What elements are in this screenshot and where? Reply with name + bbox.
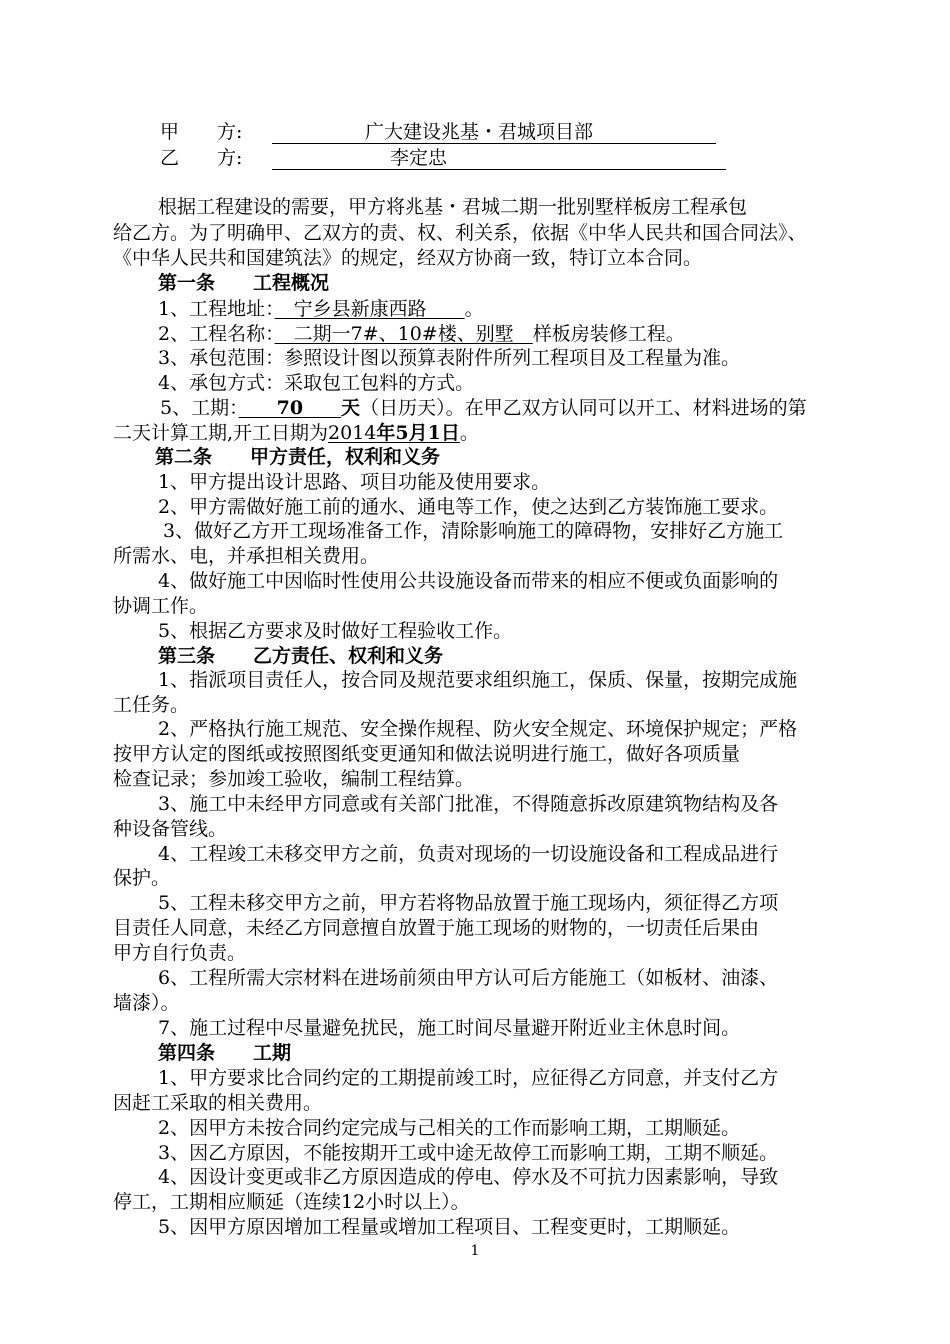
article-4-line: 4、因设计变更或非乙方原因造成的停电、停水及不可抗力因素影响，导致 <box>158 1166 779 1188</box>
article-1-address <box>158 297 950 321</box>
article-3-line: 2、严格执行施工规范、安全操作规程、防火安全规定、环境保护规定；严格 <box>158 718 798 740</box>
article-3-line: 工任务。 <box>113 694 190 716</box>
party-b-underline <box>272 169 726 170</box>
article-1-period <box>160 396 950 420</box>
party-a-value: 广大建设兆基・君城项目部 <box>365 121 594 143</box>
page-number: 1 <box>470 1243 480 1259</box>
period-label: 5、工期： <box>160 397 239 419</box>
start-date-year: 2014 <box>328 422 377 444</box>
article-3-line: 3、施工中未经甲方同意或有关部门批准，不得随意拆改原建筑物结构及各 <box>158 793 779 815</box>
article-3-line: 检查记录；参加竣工验收，编制工程结算。 <box>113 768 475 790</box>
article-3-line: 按甲方认定的图纸或按照图纸变更通知和做法说明进行施工，做好各项质量 <box>113 743 741 765</box>
period-rest: （日历天）。在甲乙双方认同可以开工、材料进场的第 <box>360 397 807 419</box>
intro-line-2: 给乙方。为了明确甲、乙双方的责、权、利关系，依据《中华人民共和国合同法》、 <box>113 222 807 244</box>
name-value: 二期一7#、10#楼、别墅 <box>274 323 533 345</box>
article-3-line: 1、指派项目责任人，按合同及规范要求组织施工，保质、保量，按期完成施 <box>158 669 798 691</box>
article-3-line: 甲方自行负责。 <box>113 942 247 964</box>
article-2-line: 4、做好施工中因临时性使用公共设施设备而带来的相应不便或负面影响的 <box>158 570 779 592</box>
intro-line-3: 《中华人民共和国建筑法》的规定，经双方协商一致，特订立本合同。 <box>113 247 703 269</box>
party-a-label: 甲 方: <box>160 121 243 143</box>
article-4-line: 3、因乙方原因，不能按期开工或中途无故停工而影响工期，工期不顺延。 <box>158 1142 779 1164</box>
article-3-title: 第三条 乙方责任、权利和义务 <box>158 645 444 667</box>
party-a-underline <box>272 143 716 144</box>
article-3-line: 种设备管线。 <box>113 818 228 840</box>
name-suffix: 样板房装修工程。 <box>532 323 685 345</box>
article-1-start <box>113 421 950 445</box>
article-4-line: 2、因甲方未按合同约定完成与己相关的工作而影响工期，工期顺延。 <box>158 1117 741 1139</box>
party-b-label: 乙 方: <box>160 147 243 169</box>
party-b-value: 李定忠 <box>390 147 448 169</box>
article-2-line: 3、做好乙方开工现场准备工作，清除影响施工的障碍物，安排好乙方施工 <box>163 520 784 542</box>
name-label: 2、工程名称： <box>158 323 275 345</box>
start-prefix: 二天计算工期,开工日期为 <box>113 422 329 444</box>
article-3-line: 4、工程竣工未移交甲方之前，负责对现场的一切设施设备和工程成品进行 <box>158 843 779 865</box>
article-2-line: 协调工作。 <box>113 595 209 617</box>
article-4-line: 5、因甲方原因增加工程量或增加工程项目、工程变更时，工期顺延。 <box>158 1216 741 1238</box>
article-2-line: 2、甲方需做好施工前的通水、通电等工作，使之达到乙方装饰施工要求。 <box>158 496 779 518</box>
article-2-line: 所需水、电，并承担相关费用。 <box>113 545 380 567</box>
article-3-line: 保护。 <box>113 867 171 889</box>
article-1-title: 第一条 工程概况 <box>158 272 330 294</box>
article-1-scope: 3、承包范围：参照设计图以预算表附件所列工程项目及工程量为准。 <box>158 347 741 369</box>
article-2-line: 5、根据乙方要求及时做好工程验收工作。 <box>158 620 513 642</box>
article-3-line: 7、施工过程中尽量避免扰民，施工时间尽量避开附近业主休息时间。 <box>158 1017 741 1039</box>
article-2-line: 1、甲方提出设计思路、项目功能及使用要求。 <box>158 471 551 493</box>
intro-line-1: 根据工程建设的需要，甲方将兆基・君城二期一批别墅样板房工程承包 <box>158 196 748 218</box>
period-value: 70 <box>238 397 342 419</box>
article-3-line: 6、工程所需大宗材料在进场前须由甲方认可后方能施工（如板材、油漆、 <box>158 967 779 989</box>
article-4-line: 因赶工采取的相关费用。 <box>113 1092 323 1114</box>
article-1-method: 4、承包方式：采取包工包料的方式。 <box>158 372 475 394</box>
start-date-rest: 年5月1日 <box>376 422 460 444</box>
article-2-title: 第二条 甲方责任，权利和义务 <box>155 446 441 468</box>
article-3-line: 目责任人同意，未经乙方同意擅自放置于施工现场的财物的，一切责任后果由 <box>113 917 760 939</box>
article-4-line: 1、甲方要求比合同约定的工期提前竣工时，应征得乙方同意，并支付乙方 <box>158 1067 779 1089</box>
address-value: 宁乡县新康西路 <box>274 298 465 320</box>
article-3-line: 5、工程未移交甲方之前，甲方若将物品放置于施工现场内，须征得乙方项 <box>158 892 779 914</box>
article-4-title: 第四条 工期 <box>158 1042 292 1064</box>
address-label: 1、工程地址： <box>158 298 275 320</box>
address-suffix: 。 <box>464 298 484 320</box>
period-unit: 天 <box>341 397 361 419</box>
article-3-line: 墙漆）。 <box>113 992 180 1014</box>
start-suffix: 。 <box>459 422 479 444</box>
article-4-line: 停工，工期相应顺延（连续12小时以上）。 <box>113 1191 470 1213</box>
article-1-name <box>158 322 950 346</box>
